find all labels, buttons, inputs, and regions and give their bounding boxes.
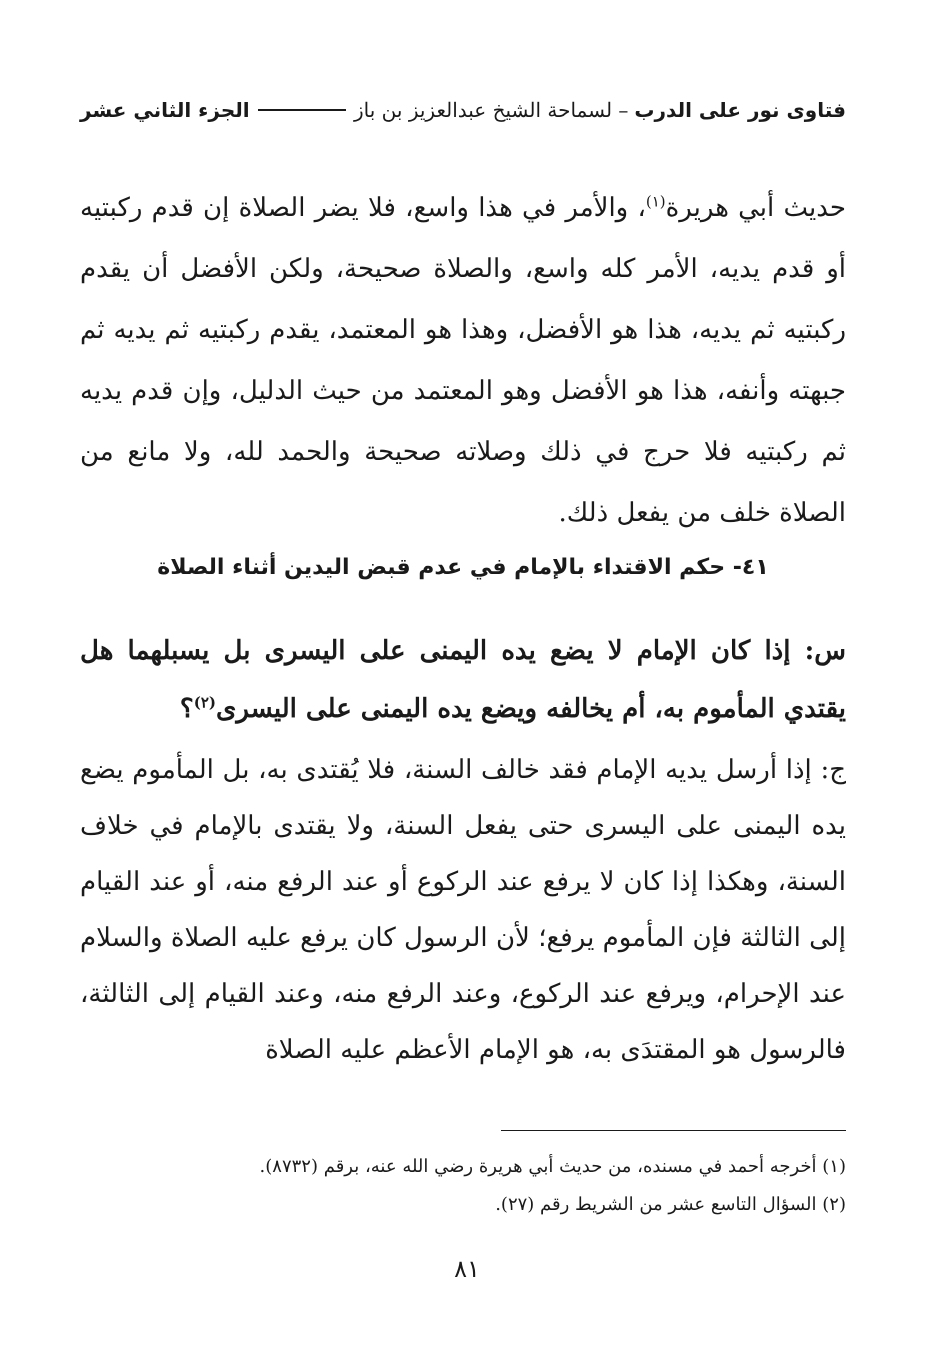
book-title: فتاوى نور على الدرب [634, 98, 846, 122]
question-end: ؟ [179, 694, 194, 724]
page-number: ٨١ [454, 1255, 480, 1283]
footnote-ref-2: (٢) [193, 693, 216, 712]
question-text: إذا كان الإمام لا يضع يده اليمنى على اليسرى بل يسبلهما هل يقتدي المأموم به، أم يخالفه ويضع يده اليمنى على اليسرى [80, 636, 846, 724]
running-header [80, 90, 846, 130]
volume-label: الجزء الثاني عشر [80, 98, 250, 122]
footnote-2: (٢) السؤال التاسع عشر من الشريط رقم (٢٧). [495, 1194, 846, 1215]
question-label: س: [804, 636, 846, 666]
footnote-1: (١) أخرجه أحمد في مسنده، من حديث أبي هريرة رضي الله عنه، برقم (٨٧٣٢). [259, 1156, 846, 1177]
section-heading [80, 548, 846, 588]
question-block [80, 622, 846, 738]
answer-label: ج: [820, 755, 846, 785]
footnote-ref-1: (١) [645, 192, 666, 211]
author-name: – لسماحة الشيخ عبدالعزيز بن باز [354, 98, 629, 122]
paragraph-1-text-a: حديث أبي هريرة [665, 193, 846, 223]
section-title: حكم الاقتداء بالإمام في عدم قبض اليدين أثناء الصلاة [157, 555, 726, 580]
paragraph-1 [80, 178, 846, 544]
footnotes [80, 1148, 846, 1224]
header-rule [258, 109, 346, 111]
footnote-separator [501, 1130, 846, 1131]
paragraph-1-text-b: ، والأمر في هذا واسع، فلا يضر الصلاة إن قدم ركبتيه أو قدم يديه، الأمر كله واسع، والصلاة صحيحة، ولكن الأفضل أن يقدم ركبتيه ثم يديه، هذا هو الأفضل، وهذا هو المعتمد، يقدم ركبتيه ثم يديه ثم جبهته وأنفه، هذا هو الأفضل وهو المعتمد من حيث الدليل، وإن قدم يديه ثم ركبتيه فلا حرج في ذلك وصلاته صحيحة والحمد لله، ولا مانع من الصلاة خلف من يفعل ذلك. [80, 193, 846, 528]
answer-text: إذا أرسل يديه الإمام فقد خالف السنة، فلا يُقتدى به، بل المأموم يضع يده اليمنى على اليسرى حتى يفعل السنة، ولا يقتدى بالإمام في خلاف السنة، وهكذا إذا كان لا يرفع عند الركوع أو عند الرفع منه، أو عند القيام إلى الثالثة فإن المأموم يرفع؛ لأن الرسول كان يرفع عليه الصلاة والسلام عند الإحرام، ويرفع عند الركوع، وعند الرفع منه، وعند القيام إلى الثالثة، فالرسول هو المقتدَى به، هو الإمام الأعظم عليه الصلاة [80, 755, 846, 1065]
section-number: ٤١- [732, 555, 769, 580]
answer-block [80, 742, 846, 1078]
